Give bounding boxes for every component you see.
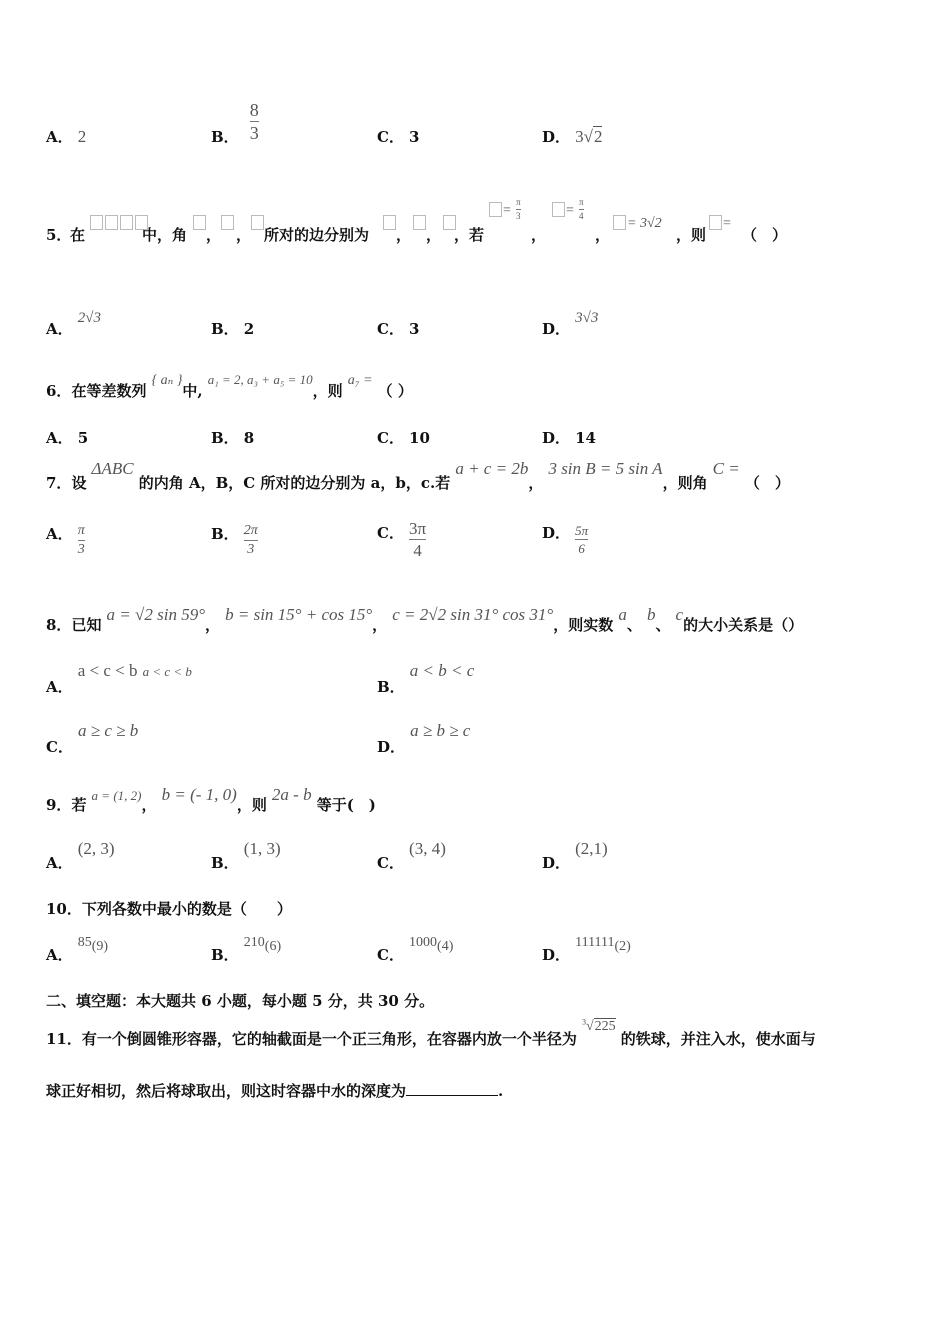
numerator: 3π xyxy=(409,519,427,538)
option-label: D． xyxy=(542,429,571,447)
q8-option-b xyxy=(377,660,475,696)
option-value: 8 xyxy=(243,429,255,447)
q9-option-c xyxy=(377,838,446,872)
stem-text: 已知 xyxy=(71,616,102,634)
condition-angle-2 xyxy=(551,198,584,221)
comma: ， xyxy=(206,226,222,244)
comma: ， xyxy=(531,226,547,244)
stem-text: 中, xyxy=(182,382,203,400)
option-value: 210 xyxy=(243,935,265,950)
option-value: a ≥ c ≥ b xyxy=(78,721,139,740)
fraction xyxy=(250,101,259,142)
option-value: (3, 4) xyxy=(409,839,446,858)
option-value: 5 xyxy=(77,429,89,447)
separator: 、 xyxy=(655,616,671,634)
option-value: 2 xyxy=(77,127,87,146)
option-value: a ≥ b ≥ c xyxy=(410,721,471,740)
answer-paren: （ ） xyxy=(744,474,790,492)
stem-text: 若 xyxy=(71,796,87,814)
q5-option-b xyxy=(211,318,254,339)
question-number: 10． xyxy=(46,900,82,918)
option-label: A． xyxy=(46,854,73,872)
q9-option-a xyxy=(46,838,115,872)
placeholder-boxes xyxy=(89,212,149,231)
condition-angle-1 xyxy=(488,198,521,221)
stem-text: ，则角 xyxy=(662,474,708,492)
stem-text: 设 xyxy=(71,474,87,492)
answer-paren: （ ） xyxy=(742,226,788,244)
q7-stem xyxy=(46,458,790,492)
option-value: 3√3 xyxy=(575,310,599,326)
condition: a₁ = 2, a₃ + a₅ = 10 xyxy=(207,372,313,387)
q4-option-a xyxy=(46,126,86,147)
option-label: A． xyxy=(46,678,73,696)
stem-text: ，则 xyxy=(236,796,267,814)
option-label: B． xyxy=(211,128,239,146)
q10-option-a xyxy=(46,930,109,964)
option-value: 1000 xyxy=(409,935,438,950)
q8-option-c xyxy=(46,720,139,756)
option-label: C． xyxy=(377,854,404,872)
q6-option-a xyxy=(46,427,88,448)
stem-text: 的内角 A，B，C 所对的边分别为 a，b，c.若 xyxy=(138,474,451,492)
q7-option-c xyxy=(377,520,426,559)
option-label: D． xyxy=(542,524,571,542)
q5-option-a xyxy=(46,306,101,338)
stem-text: 球正好相切，然后将球取出，则这时容器中水的深度为 xyxy=(46,1082,407,1100)
side-value: = 3√2 xyxy=(627,216,662,231)
denominator: 6 xyxy=(578,541,585,556)
q10-option-d xyxy=(542,930,631,964)
q7-option-d xyxy=(542,524,588,555)
q4-option-d xyxy=(542,126,602,147)
question-number: 9． xyxy=(46,796,72,814)
stem-text: 的大小关系是（） xyxy=(683,616,804,634)
comma: ， xyxy=(205,616,221,634)
root-index: 3 xyxy=(581,1017,586,1027)
placeholder-boxes xyxy=(382,212,397,231)
radicand: 2 xyxy=(593,127,603,146)
expression: 2a - b xyxy=(271,785,312,804)
equals: = xyxy=(566,203,574,218)
comma: ， xyxy=(595,226,611,244)
vector-a: a = (1, 2) xyxy=(91,788,142,803)
option-label: B． xyxy=(377,678,405,696)
q4-option-c xyxy=(377,126,419,147)
comma: ， xyxy=(426,226,442,244)
numerator: 8 xyxy=(249,100,259,120)
q5-option-d xyxy=(542,306,599,338)
stem-text: 中，角 xyxy=(142,226,188,244)
period: . xyxy=(498,1082,504,1100)
denominator: 3 xyxy=(249,123,259,143)
q7-option-a xyxy=(46,524,85,557)
target: C = xyxy=(712,459,740,478)
fraction xyxy=(579,198,584,221)
def-c: c = 2√2 sin 31° cos 31° xyxy=(392,605,554,624)
comma: ， xyxy=(396,226,412,244)
numerator: π xyxy=(516,197,521,207)
triangle: ΔABC xyxy=(91,459,134,478)
stem-text: ，则实数 xyxy=(553,616,614,634)
option-value: (2,1) xyxy=(575,839,608,858)
option-label: D． xyxy=(542,128,571,146)
sqrt-sign: √ xyxy=(583,127,593,146)
condition-2: 3 sin B = 5 sin A xyxy=(548,459,663,478)
denominator: 4 xyxy=(579,211,584,221)
target: a₇ = xyxy=(347,373,373,388)
equals: = xyxy=(503,203,511,218)
denominator: 3 xyxy=(516,211,521,221)
placeholder-boxes xyxy=(192,212,207,231)
answer-paren: （ ） xyxy=(377,382,413,400)
coef: 3 xyxy=(575,127,584,146)
target xyxy=(708,212,731,232)
fraction xyxy=(516,198,521,221)
option-label: B． xyxy=(211,525,239,543)
stem-text: ，则 xyxy=(312,382,343,400)
stem-text: ，若 xyxy=(454,226,485,244)
question-number: 5． xyxy=(46,226,72,244)
stem-text: 等于( ) xyxy=(316,796,376,814)
option-label: B． xyxy=(211,854,239,872)
option-value: 85 xyxy=(77,935,92,950)
q6-stem xyxy=(46,368,413,400)
comma: ， xyxy=(236,226,252,244)
sequence: { aₙ } xyxy=(151,373,183,388)
question-number: 6． xyxy=(46,382,72,400)
option-value: a < b < c xyxy=(409,661,475,680)
fraction xyxy=(575,524,588,555)
numerator: π xyxy=(77,523,85,538)
option-label: D． xyxy=(542,854,571,872)
cube-root: $^3$√225 xyxy=(581,1017,616,1034)
option-label: A． xyxy=(46,946,73,964)
option-label: C． xyxy=(377,429,404,447)
placeholder-boxes xyxy=(412,212,427,231)
stem-text: 在 xyxy=(70,226,86,244)
q9-option-b xyxy=(211,838,281,872)
option-label: B． xyxy=(211,320,239,338)
q6-option-d xyxy=(542,427,596,448)
placeholder-boxes xyxy=(220,212,235,231)
q9-option-d xyxy=(542,838,608,872)
denominator: 3 xyxy=(247,542,255,557)
option-label: A． xyxy=(46,429,73,447)
radicand: 225 xyxy=(594,1019,616,1034)
q11-stem-line2 xyxy=(46,1080,503,1101)
stem-text: 在等差数列 xyxy=(71,382,147,400)
q6-option-c xyxy=(377,427,430,448)
fraction xyxy=(78,524,85,557)
condition-side xyxy=(612,212,662,232)
def-a: a = √2 sin 59° xyxy=(106,605,205,624)
option-value: 111111 xyxy=(575,935,615,950)
option-base: (6) xyxy=(264,939,282,955)
option-label: C． xyxy=(46,738,73,756)
option-value: 3 xyxy=(409,320,420,338)
stem-text: 下列各数中最小的数是（ ） xyxy=(81,900,292,918)
denominator: 4 xyxy=(413,541,422,560)
q4-option-b xyxy=(211,100,259,146)
var-a: a xyxy=(618,605,627,624)
section-heading: 二、填空题：本大题共 6 小题，每小题 5 分，共 30 分。 xyxy=(46,992,435,1010)
question-number: 7． xyxy=(46,474,72,492)
var-b: b xyxy=(646,605,656,624)
var-c: c xyxy=(675,605,684,624)
option-value: 2 xyxy=(243,320,255,338)
q9-stem xyxy=(46,784,376,814)
q8-stem xyxy=(46,604,804,634)
option-value: 14 xyxy=(575,429,596,447)
comma: ， xyxy=(372,616,388,634)
option-base: (9) xyxy=(91,939,109,955)
option-value: 2√3 xyxy=(77,310,101,326)
option-label: D． xyxy=(542,320,571,338)
option-label: A． xyxy=(46,320,73,338)
numerator: 2π xyxy=(243,523,258,538)
option-base: (4) xyxy=(437,939,454,955)
fraction xyxy=(244,524,258,557)
option-label: D． xyxy=(377,738,406,756)
option-base: (2) xyxy=(614,939,631,955)
q8-option-d xyxy=(377,720,471,756)
option-label: C． xyxy=(377,320,404,338)
vector-b: b = (- 1, 0) xyxy=(161,785,237,804)
numerator: 5π xyxy=(575,523,589,538)
option-label: C． xyxy=(377,946,404,964)
stem-text: 所对的边分别为 xyxy=(264,226,370,244)
option-value: 10 xyxy=(409,429,430,447)
option-label: C． xyxy=(377,524,404,542)
fraction xyxy=(409,520,426,559)
option-value-small: a < c < b xyxy=(142,664,192,679)
denominator: 3 xyxy=(77,542,85,557)
condition-1: a + c = 2b xyxy=(455,459,529,478)
option-value: (1, 3) xyxy=(243,839,281,858)
comma: ， xyxy=(528,474,544,492)
q6-option-b xyxy=(211,427,254,448)
option-value: 3 xyxy=(409,128,420,146)
stem-text: 的铁球，并注入水，使水面与 xyxy=(620,1030,816,1048)
option-label: A． xyxy=(46,128,73,146)
option-label: B． xyxy=(211,429,239,447)
q8-option-a xyxy=(46,660,192,696)
stem-text: ，则 xyxy=(676,226,707,244)
q7-option-b xyxy=(211,524,258,557)
option-label: D． xyxy=(542,946,571,964)
option-label: B． xyxy=(211,946,239,964)
q10-option-c xyxy=(377,930,454,964)
question-number: 8． xyxy=(46,616,72,634)
equals: = xyxy=(723,216,731,231)
option-value: (2, 3) xyxy=(77,839,115,858)
stem-text: 有一个倒圆锥形容器，它的轴截面是一个正三角形，在容器内放一个半径为 xyxy=(81,1030,577,1048)
comma: ， xyxy=(141,796,157,814)
placeholder-boxes xyxy=(250,212,265,231)
question-number: 11． xyxy=(46,1030,82,1048)
answer-blank[interactable] xyxy=(406,1081,498,1096)
option-label: C． xyxy=(377,128,404,146)
q11-stem-line1 xyxy=(46,1014,816,1048)
numerator: π xyxy=(579,197,584,207)
def-b: b = sin 15° + cos 15° xyxy=(225,605,373,624)
separator: 、 xyxy=(626,616,642,634)
q5-option-c xyxy=(377,318,419,339)
option-value: a < c < b xyxy=(77,661,138,680)
q10-stem xyxy=(46,898,292,919)
q10-option-b xyxy=(211,930,282,964)
option-label: A． xyxy=(46,525,73,543)
